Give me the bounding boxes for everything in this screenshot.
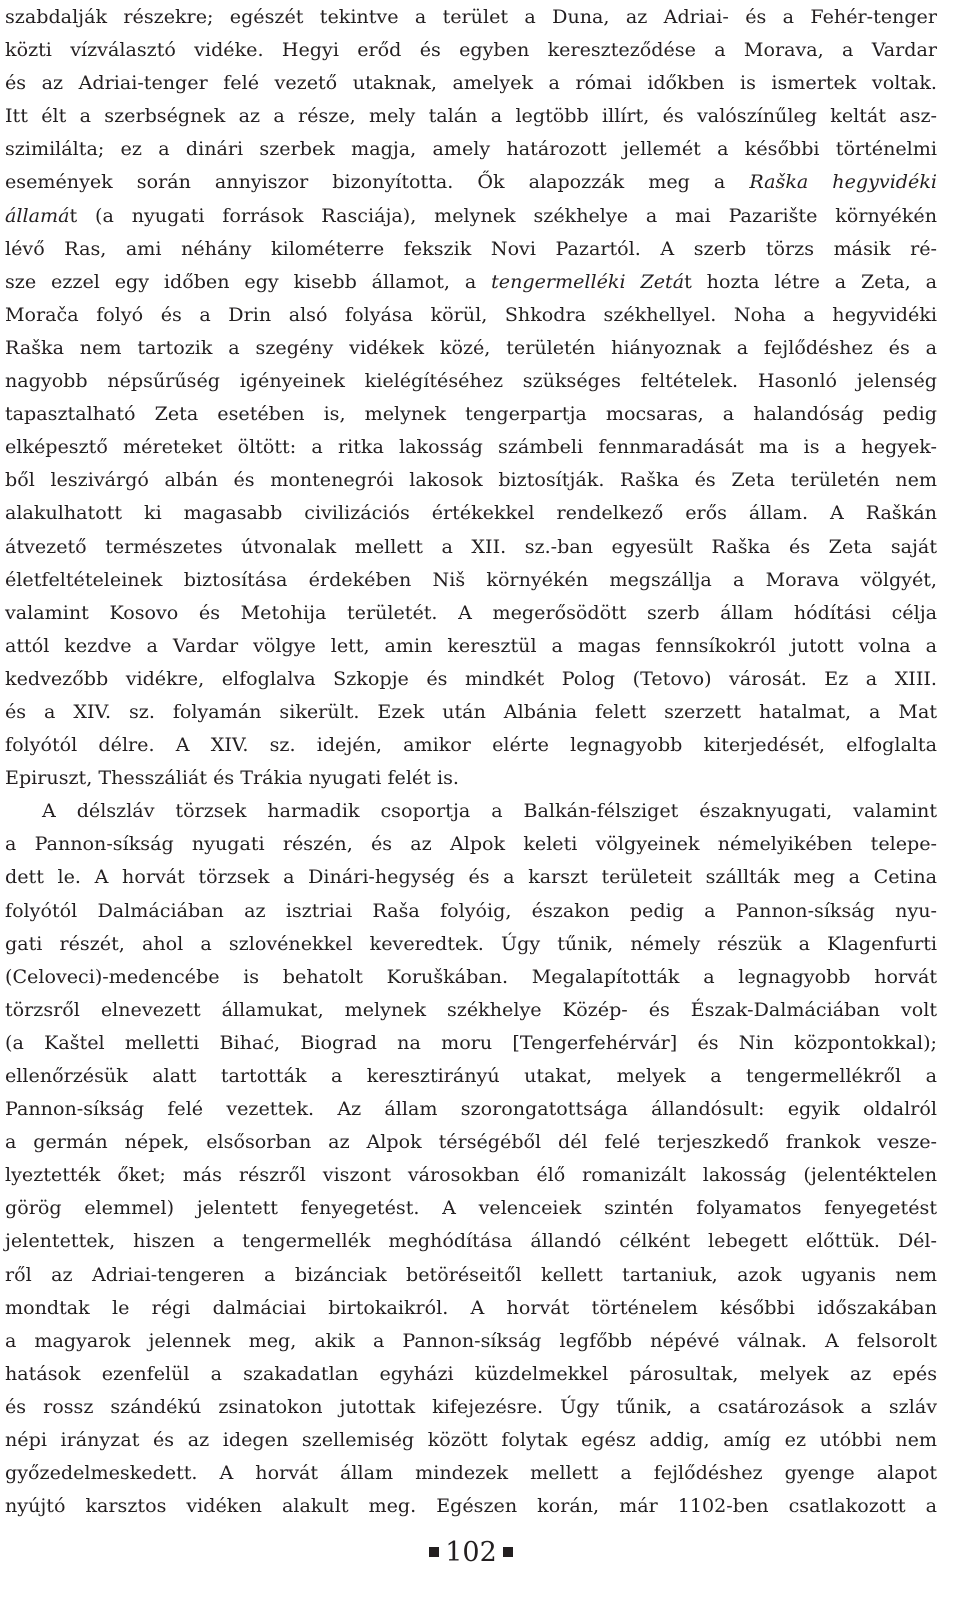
text-line	[5, 530, 937, 563]
text-run: átvezető természetes útvonalak mellett a XII. sz.-ban egyesült Raška és Zeta saját	[5, 534, 937, 558]
text-line	[5, 298, 937, 331]
text-run: kedvezőbb vidékre, elfoglalva Szkopje és mindkét Polog (Tetovo) városát. Ez a XIII.	[5, 666, 937, 690]
text-line	[5, 827, 937, 860]
text-line	[5, 1258, 937, 1291]
text-run: (a Kaštel melletti Bihać, Biograd na moru [Tengerfehérvár] és Nin központokkal);	[5, 1030, 937, 1054]
italic-text-run: tengermelléki Zetá	[491, 269, 685, 293]
text-line	[5, 232, 937, 265]
text-line	[5, 1390, 937, 1423]
text-line	[5, 761, 937, 794]
text-run: lyeztették őket; más részről viszont városokban élő romanizált lakosság (jelentéktelen	[5, 1163, 937, 1187]
text-line	[5, 397, 937, 430]
text-run: dett le. A horvát törzsek a Dinári-hegység és a karszt területeit szállták meg a Cetina	[5, 865, 937, 889]
text-line	[5, 960, 937, 993]
square-ornament-left-icon	[429, 1547, 439, 1557]
text-run: (Celoveci)-medencébe is behatolt Koruškában. Megalapították a legnagyobb horvát	[5, 964, 937, 988]
text-line	[5, 596, 937, 629]
text-run: nagyobb népsűrűség igényeinek kielégítéséhez szükséges feltételek. Hasonló jelenség	[5, 369, 937, 393]
text-line	[5, 132, 937, 165]
text-run: Itt élt a szerbségnek az a része, mely talán a legtöbb illírt, és valószínűleg keltát asz-	[5, 104, 937, 128]
text-line	[5, 1456, 937, 1489]
text-run: görög elemmel) jelentett fenyegetést. A velenceiek szintén folyamatos fenyegetést	[5, 1196, 937, 1220]
text-line	[5, 33, 937, 66]
text-line	[5, 1026, 937, 1059]
text-run: ről az Adriai-tengeren a bizánciak betöréseitől kellett tartaniuk, azok ugyanis nem	[5, 1262, 937, 1286]
text-line	[5, 927, 937, 960]
text-line	[5, 331, 937, 364]
text-run: nyújtó karsztos vidéken alakult meg. Egészen korán, már 1102-ben csatlakozott a	[5, 1494, 937, 1518]
text-run: folyótól délre. A XIV. sz. idején, amikor elérte legnagyobb kiterjedését, elfoglalta	[5, 733, 937, 757]
text-run: törzsről elnevezett államukat, melynek székhelye Közép- és Észak-Dalmáciában volt	[5, 997, 937, 1021]
text-run: és rossz szándékú zsinatokon jutottak kifejezésre. Úgy tűnik, a csatározások a szláv	[5, 1394, 937, 1418]
text-run: elképesztő méreteket öltött: a ritka lakosság számbeli fennmaradását ma is a hegyek-	[5, 435, 937, 459]
text-run: sze ezzel egy időben egy kisebb államot, a	[5, 269, 492, 293]
text-line	[5, 1158, 937, 1191]
text-run: és a XIV. sz. folyamán sikerült. Ezek után Albánia felett szerzett hatalmat, a Mat	[5, 699, 937, 723]
text-line	[5, 1191, 937, 1224]
text-run: események során annyiszor bizonyította. Ők alapozzák meg a	[5, 170, 750, 194]
text-line	[5, 199, 937, 232]
text-run: közti vízválasztó vidéke. Hegyi erőd és egyben kereszteződése a Morava, a Vardar	[5, 38, 937, 62]
italic-text-run: államá	[5, 203, 70, 227]
text-run: Raška nem tartozik a szegény vidékek közé, területén hiányoznak a fejlődéshez és a	[5, 335, 937, 359]
page-footer	[5, 1537, 937, 1568]
text-line	[5, 1324, 937, 1357]
text-line	[5, 165, 937, 198]
text-line	[5, 364, 937, 397]
text-run: a Pannon-síkság nyugati részén, és az Alpok keleti völgyeinek némelyikében telepe-	[5, 832, 937, 856]
text-line	[5, 794, 937, 827]
text-run: és az Adriai-tenger felé vezető utaknak, amelyek a római időkben is ismertek voltak.	[5, 71, 937, 95]
text-line	[5, 1224, 937, 1257]
text-line	[5, 66, 937, 99]
text-line	[5, 662, 937, 695]
text-run: szabdalják részekre; egészét tekintve a terület a Duna, az Adriai- és a Fehér-tenger	[5, 5, 937, 28]
text-run: alakulhatott ki magasabb civilizációs értékekkel rendelkező erős állam. A Raškán	[5, 501, 937, 525]
text-line	[5, 1489, 937, 1522]
text-line	[5, 1092, 937, 1125]
text-run: attól kezdve a Vardar völgye lett, amin keresztül a magas fennsíkokról jutott volna a	[5, 633, 937, 657]
text-run: hatások ezenfelül a szakadatlan egyházi küzdelmekkel párosultak, melyek az epés	[5, 1361, 937, 1385]
text-line	[5, 860, 937, 893]
text-line	[5, 0, 937, 33]
text-run: A délszláv törzsek harmadik csoportja a Balkán-félsziget északnyugati, valamint	[42, 799, 937, 823]
text-run: tapasztalható Zeta esetében is, melynek tengerpartja mocsaras, a halandóság pedig	[5, 402, 937, 426]
text-run: mondtak le régi dalmáciai birtokaikról. A horvát történelem későbbi időszakában	[5, 1295, 937, 1319]
text-line	[5, 894, 937, 927]
text-line	[5, 463, 937, 496]
text-line	[5, 1357, 937, 1390]
text-run: lévő Ras, ami néhány kilométerre fekszik Novi Pazartól. A szerb törzs másik ré-	[5, 236, 937, 260]
text-line	[5, 1125, 937, 1158]
text-run: ből leszivárgó albán és montenegrói lakosok biztosítják. Raška és Zeta területén nem	[5, 468, 937, 492]
text-line	[5, 993, 937, 1026]
text-run: ellenőrzésük alatt tartották a keresztirányú utakat, melyek a tengermellékről a	[5, 1064, 937, 1087]
text-run: gati részét, ahol a szlovénekkel keveredtek. Úgy tűnik, némely részük a Klagenfurti	[5, 931, 937, 955]
text-line	[5, 1059, 937, 1092]
text-line	[5, 728, 937, 761]
text-run: népi irányzat és az idegen szellemiség között folytak egész addig, amíg ez utóbbi nem	[5, 1428, 937, 1452]
document-page	[5, 0, 937, 1600]
text-run: szimilálta; ez a dinári szerbek magja, amely határozott jellemét a későbbi történelmi	[5, 137, 937, 161]
text-run: folyótól Dalmáciában az isztriai Raša folyóig, északon pedig a Pannon-síkság nyu-	[5, 898, 937, 922]
text-run: a germán népek, elsősorban az Alpok térségéből dél felé terjeszkedő frankok vesze-	[5, 1130, 937, 1154]
text-run: jelentettek, hiszen a tengermellék meghódítása állandó célként lebegett előttük. Dél-	[5, 1229, 937, 1253]
text-line	[5, 99, 937, 132]
text-run: Epiruszt, Thesszáliát és Trákia nyugati felét is.	[5, 766, 459, 790]
text-run: győzedelmeskedett. A horvát állam mindezek mellett a fejlődéshez gyenge alapot	[5, 1461, 937, 1485]
text-run: életfeltételeinek biztosítása érdekében Niš környékén megszállja a Morava völgyét,	[5, 567, 937, 591]
text-line	[5, 496, 937, 529]
body-text	[5, 0, 937, 1522]
text-line	[5, 265, 937, 298]
text-run: t (a nyugati források Rasciája), melynek székhelye a mai Pazarište környékén	[69, 203, 937, 227]
text-line	[5, 430, 937, 463]
text-run: a magyarok jelennek meg, akik a Pannon-síkság legfőbb népévé válnak. A felsorolt	[5, 1328, 937, 1352]
italic-text-run: Raška hegyvidéki	[749, 170, 937, 194]
text-line	[5, 563, 937, 596]
text-line	[5, 629, 937, 662]
text-run: Pannon-síkság felé vezettek. Az állam szorongatottsága állandósult: egyik oldalról	[5, 1097, 937, 1121]
text-line	[5, 1423, 937, 1456]
text-run: Morača folyó és a Drin alsó folyása körül, Shkodra székhellyel. Noha a hegyvidéki	[5, 302, 937, 326]
text-line	[5, 695, 937, 728]
square-ornament-right-icon	[503, 1547, 513, 1557]
text-run: valamint Kosovo és Metohija területét. A megerősödött szerb állam hódítási célja	[5, 600, 937, 624]
text-run: t hozta létre a Zeta, a	[684, 269, 937, 293]
page-number: 102	[445, 1537, 497, 1568]
text-line	[5, 1291, 937, 1324]
